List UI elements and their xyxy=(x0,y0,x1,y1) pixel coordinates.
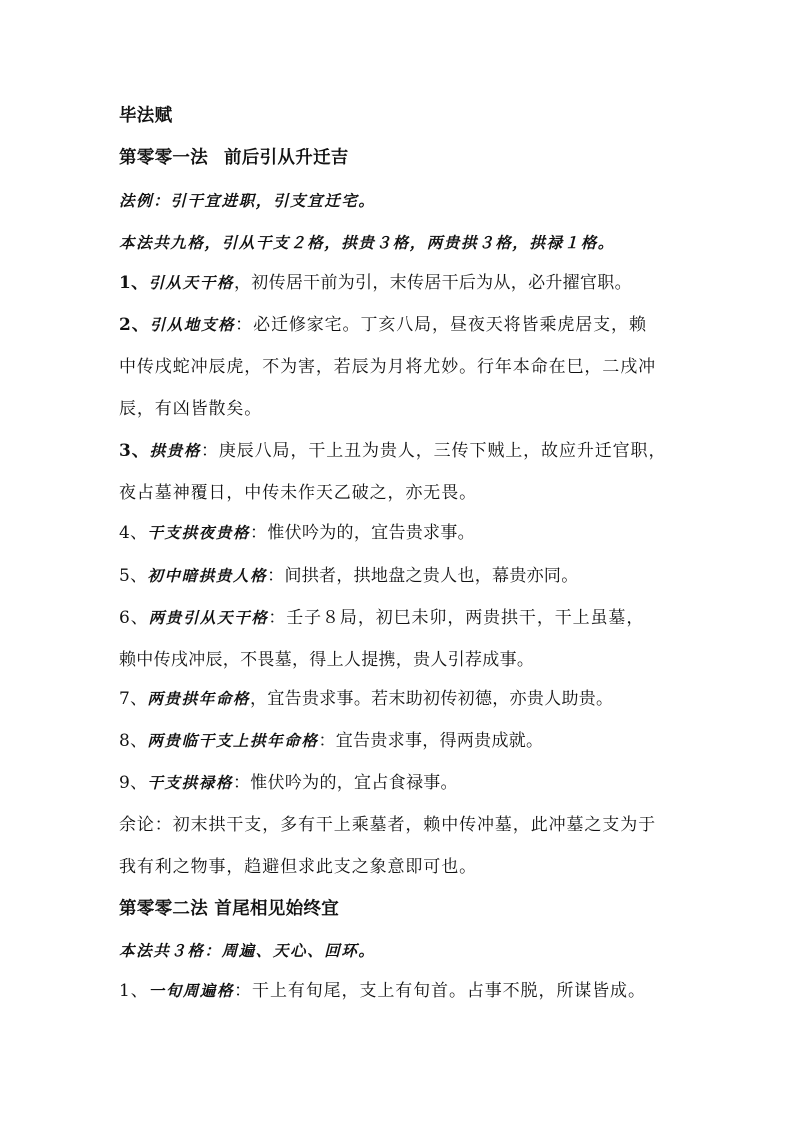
list-item xyxy=(119,564,579,588)
remarks-paragraph-continued: 我有利之物事，趋避但求此支之象意即可也。 xyxy=(119,857,477,877)
list-item xyxy=(119,271,632,295)
section-summary: 本法共３格：周遍、天心、回环。 xyxy=(119,941,376,960)
document-title: 毕法赋 xyxy=(119,106,173,126)
item-name: 两贵拱年命格 xyxy=(147,689,251,708)
item-text-continued: 中传戌蛇冲辰虎，不为害，若辰为月将尤妙。行年本命在巳，二戌冲 xyxy=(119,357,656,377)
item-number: 2、 xyxy=(119,315,150,335)
section-subtitle: 前后引从升迁吉 xyxy=(224,148,349,168)
item-number: 1、 xyxy=(119,981,149,1001)
section-heading xyxy=(119,146,349,170)
item-separator: ： xyxy=(234,981,253,1001)
item-separator: ： xyxy=(318,731,336,751)
remarks-paragraph: 余论：初末拱干支，多有干上乘墓者，赖中传冲墓，此冲墓之支为于 xyxy=(119,815,656,835)
item-name: 一旬周遍格 xyxy=(148,981,235,1000)
item-name: 干支拱禄格 xyxy=(147,773,233,792)
item-text: 壬子８局，初巳未卯，两贵拱干，干上虽墓， xyxy=(286,608,645,628)
section-summary: 本法共九格，引从干支２格，拱贵３格，两贵拱３格，拱禄１格。 xyxy=(119,233,615,252)
list-item xyxy=(119,521,475,545)
item-text: 干上有旬尾，支上有旬首。占事不脱，所谋皆成。 xyxy=(252,981,646,1001)
item-name: 引从天干格 xyxy=(148,273,234,292)
list-item xyxy=(119,979,646,1003)
item-text: 必迁修家宅。丁亥八局，昼夜天将皆乘虎居支，赖 xyxy=(253,315,647,335)
item-text: 惟伏吟为的，宜告贵求事。 xyxy=(267,523,475,543)
list-item xyxy=(119,606,644,630)
item-text: 宜告贵求事，得两贵成就。 xyxy=(335,731,544,751)
section-example: 法例：引干宜进职，引支宜迁宅。 xyxy=(119,191,376,210)
section-heading: 第零零二法 首尾相见始终宜 xyxy=(119,899,339,919)
item-separator: ： xyxy=(232,773,251,793)
item-name: 引从地支格 xyxy=(149,315,236,334)
item-number: 6、 xyxy=(119,608,149,628)
item-number: 7、 xyxy=(119,689,148,709)
item-name: 初中暗拱贵人格 xyxy=(147,566,268,585)
list-item xyxy=(119,439,666,463)
item-text: 宜告贵求事。若末助初传初德，亦贵人助贵。 xyxy=(267,689,614,709)
list-item xyxy=(119,313,647,337)
item-separator: ， xyxy=(233,273,252,293)
item-text: 间拱者，拱地盘之贵人也，幕贵亦同。 xyxy=(284,566,579,586)
item-text-continued: 赖中传戌冲辰，不畏墓，得上人提携，贵人引荐成事。 xyxy=(119,650,535,670)
list-item xyxy=(119,687,613,711)
item-name: 两贵临干支上拱年命格 xyxy=(147,731,319,750)
list-item xyxy=(119,729,543,753)
item-text: 惟伏吟为的，宜占食禄事。 xyxy=(250,773,458,793)
item-name: 两贵引从天干格 xyxy=(148,608,269,627)
item-name: 干支拱夜贵格 xyxy=(147,523,251,542)
item-number: 8、 xyxy=(119,731,148,751)
item-text: 初传居干前为引，末传居干后为从，必升擢官职。 xyxy=(251,273,632,293)
item-separator: ： xyxy=(235,315,254,335)
item-separator: ： xyxy=(200,441,219,461)
item-number: 5、 xyxy=(119,566,148,586)
item-separator: ， xyxy=(250,689,268,709)
item-text-continued: 辰，有凶皆散矣。 xyxy=(119,399,263,419)
list-item xyxy=(119,771,458,795)
item-separator: ： xyxy=(267,566,285,586)
item-name: 拱贵格 xyxy=(149,441,201,460)
item-number: 3、 xyxy=(119,441,150,461)
item-separator: ： xyxy=(268,608,287,628)
item-number: 4、 xyxy=(119,523,148,543)
item-number: 9、 xyxy=(119,773,148,793)
item-separator: ： xyxy=(250,523,268,543)
item-text: 庚辰八局，干上丑为贵人，三传下贼上，故应升迁官职， xyxy=(218,441,667,461)
item-number: 1、 xyxy=(119,273,149,293)
item-text-continued: 夜占墓神覆日，中传未作天乙破之，亦无畏。 xyxy=(119,483,477,503)
section-number: 第零零一法 xyxy=(119,148,208,168)
